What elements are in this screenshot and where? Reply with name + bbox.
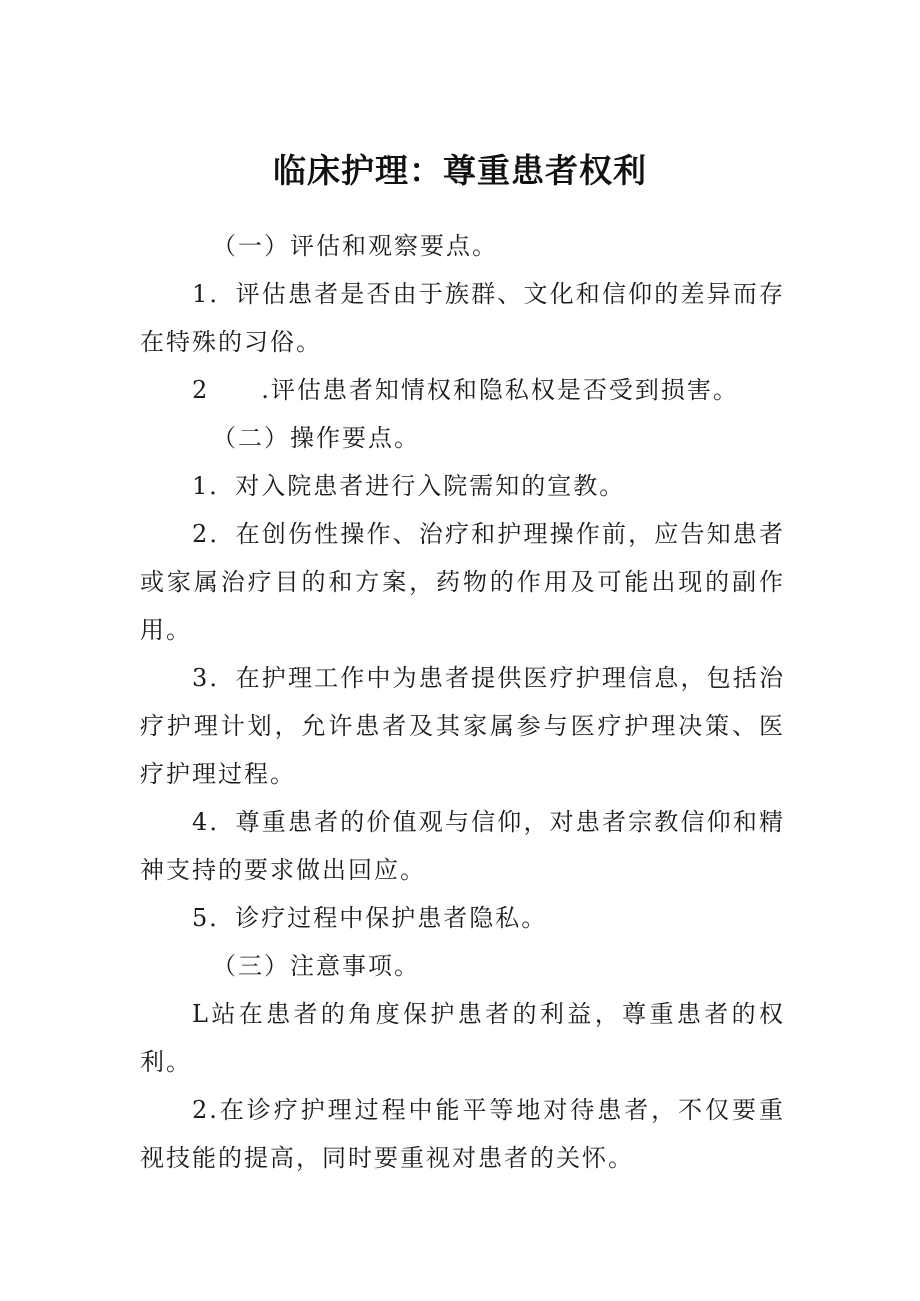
paragraph-operation-3: 3．在护理工作中为患者提供医疗护理信息，包括治疗护理计划，允许患者及其家属参与医疗护理决策、医疗护理过程。: [140, 664, 785, 788]
section-heading-assessment: （一）评估和观察要点。: [212, 232, 498, 260]
paragraph-assessment-2: 2 .评估患者知情权和隐私权是否受到损害。: [192, 376, 739, 404]
paragraph-notes-1: L站在患者的角度保护患者的利益，尊重患者的权利。: [140, 1000, 785, 1076]
paragraph-notes-2: 2.在诊疗护理过程中能平等地对待患者，不仅要重视技能的提高，同时要重视对患者的关怀。: [140, 1096, 785, 1172]
paragraph-assessment-1: 1．评估患者是否由于族群、文化和信仰的差异而存在特殊的习俗。: [140, 280, 785, 356]
paragraph-operation-4: 4．尊重患者的价值观与信仰，对患者宗教信仰和精神支持的要求做出回应。: [140, 808, 785, 884]
document-body: [140, 222, 785, 1182]
paragraph-operation-2: 2．在创伤性操作、治疗和护理操作前，应告知患者或家属治疗目的和方案，药物的作用及可能出现的副作用。: [140, 520, 785, 644]
paragraph-operation-1: 1．对入院患者进行入院需知的宣教。: [192, 472, 626, 500]
section-heading-notes: （三）注意事项。: [212, 952, 420, 980]
paragraph-operation-5: 5．诊疗过程中保护患者隐私。: [192, 904, 548, 932]
page-title: 临床护理：尊重患者权利: [273, 151, 647, 191]
section-heading-operation: （二）操作要点。: [212, 424, 420, 452]
